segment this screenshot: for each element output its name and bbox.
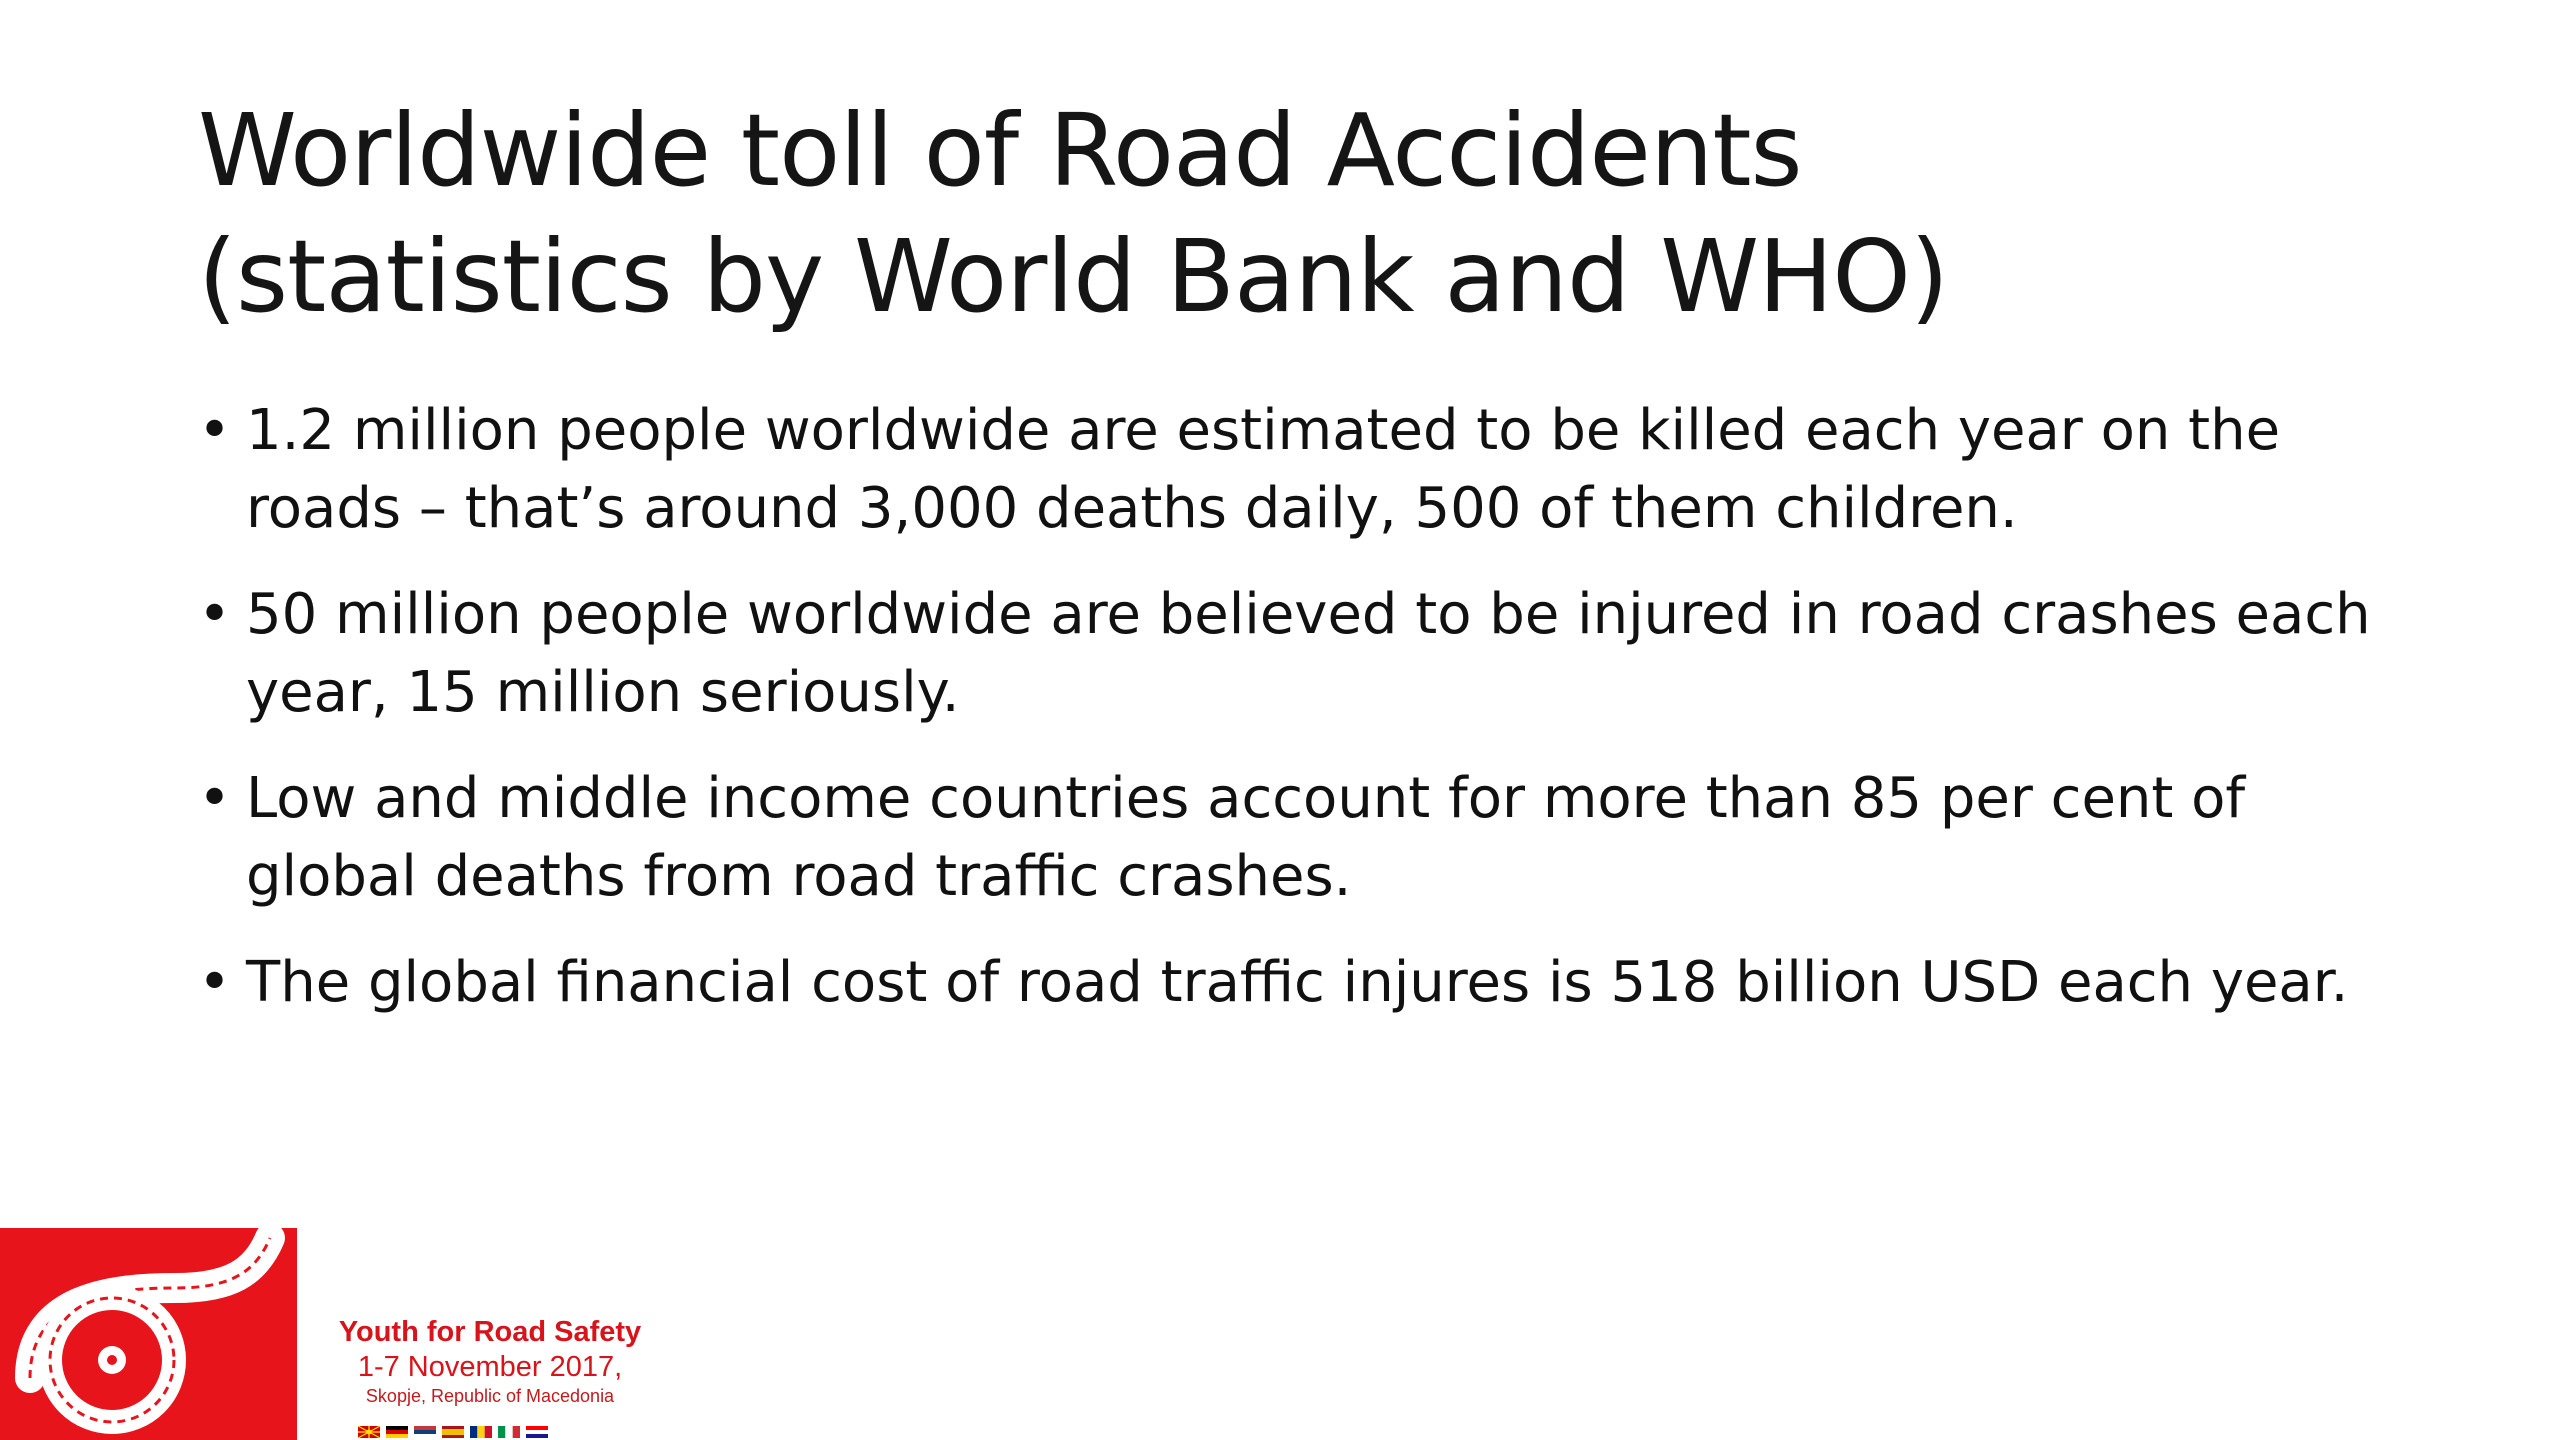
- bullet-dot-icon: •: [198, 398, 232, 463]
- bullet-dot-icon: •: [198, 950, 232, 1015]
- flag-germany-icon: [386, 1426, 408, 1438]
- slide-title-line-1: Worldwide toll of Road Accidents: [198, 92, 1802, 209]
- flag-croatia-icon: [526, 1426, 548, 1438]
- bullet-dot-icon: •: [198, 766, 232, 831]
- bullet-list: [198, 392, 2428, 1050]
- bullet-text: Low and middle income countries account for more than 85 per cent of global deaths from road traffic crashes.: [246, 766, 2246, 909]
- country-flags: [358, 1426, 548, 1438]
- road-logo-icon: [0, 1228, 297, 1440]
- bullet-item: [198, 760, 2428, 916]
- slide-title-line-2: (statistics by World Bank and WHO): [198, 218, 1949, 335]
- bullet-item: [198, 576, 2428, 732]
- event-logo-text: [300, 1314, 680, 1408]
- flag-italy-icon: [498, 1426, 520, 1438]
- flag-macedonia-icon: [358, 1426, 380, 1438]
- bullet-dot-icon: •: [198, 582, 232, 647]
- bullet-text: The global financial cost of road traffic injures is 518 billion USD each year.: [246, 950, 2349, 1015]
- road-logo-graphic: [0, 1228, 297, 1440]
- flag-spain-icon: [442, 1426, 464, 1438]
- bullet-item: [198, 392, 2428, 548]
- bullet-text: 1.2 million people worldwide are estimated to be killed each year on the roads – that’s around 3,000 deaths daily, 500 of them children.: [246, 398, 2281, 541]
- slide-title: [198, 88, 2398, 340]
- bullet-item: [198, 944, 2428, 1022]
- bullet-text: 50 million people worldwide are believed to be injured in road crashes each year, 15 million seriously.: [246, 582, 2371, 725]
- flag-romania-icon: [470, 1426, 492, 1438]
- event-name: Youth for Road Safety: [338, 1316, 642, 1348]
- event-dates: 1-7 November 2017,: [357, 1351, 623, 1383]
- flag-serbia-icon: [414, 1426, 436, 1438]
- event-location: Skopje, Republic of Macedonia: [365, 1386, 615, 1406]
